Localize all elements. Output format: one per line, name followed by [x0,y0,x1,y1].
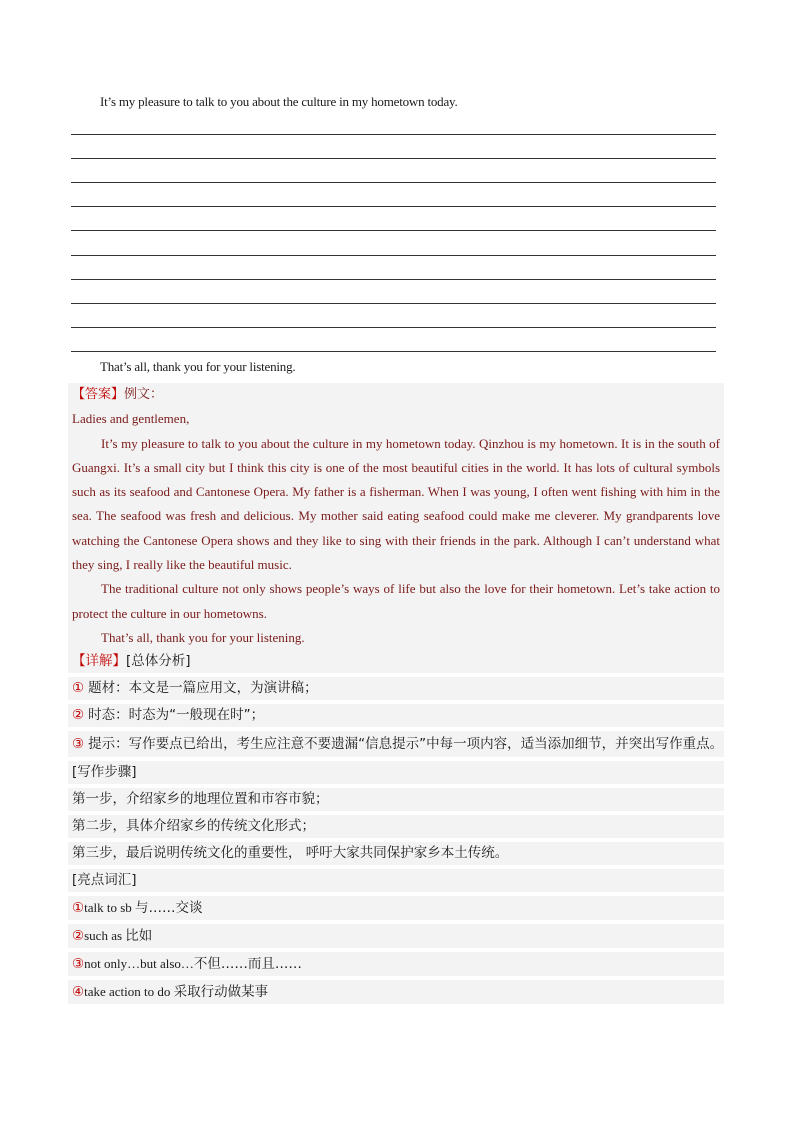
vocab-chinese: 比如 [125,928,153,944]
closing-sentence: That’s all, thank you for your listening. [100,359,296,374]
writing-steps-label: [写作步骤] [68,761,724,784]
point-number: ② [72,707,85,723]
writing-line[interactable] [71,134,716,135]
writing-line[interactable] [71,279,716,280]
vocab-english: not only…but also… [84,956,194,971]
point-number: ③ [72,736,85,752]
answer-bracket-label: 【答案】 [72,387,125,402]
analysis-point [68,731,724,757]
vocab-item [68,924,724,948]
vocab-number: ① [72,900,85,916]
point-text: 题材：本文是一篇应用文，为演讲稿； [88,680,318,696]
writing-line[interactable] [71,182,716,183]
vocab-label: [亮点词汇] [68,869,724,892]
vocab-english: take action to do [84,984,174,999]
point-number: ① [72,680,85,696]
salutation: Ladies and gentlemen, [72,411,190,427]
vocab-chinese: 不但……而且…… [193,956,302,972]
analysis-point [68,677,724,700]
point-text: 时态：时态为“一般现在时”； [88,707,265,723]
opening-sentence: It’s my pleasure to talk to you about the culture in my hometown today. [100,94,458,109]
writing-line[interactable] [71,255,716,256]
analysis-section [68,650,724,1008]
answer-label-row [68,383,724,407]
writing-line[interactable] [71,303,716,304]
answer-paragraph-1: It’s my pleasure to talk to you about the culture in my hometown today. Qinzhou is my hometown. It is in the south of Guangxi. It’s a small city but I think this city is one of the most beautiful cities in the world. It has lots of cultural symbols such as its seafood and Cantonese Opera. My father is a fisherman. When I was young, I often went fishing with him in the sea. The seafood was fresh and delicious. My mother said eating seafood could make me cleverer. My grandparents love watching the Cantonese Opera shows and they like to sing with their friends in the park. Although I can’t understand what they sing, I really like the beautiful music. [72,435,720,573]
vocab-english: talk to sb [84,900,136,915]
writing-step: 第二步，具体介绍家乡的传统文化形式； [68,815,724,838]
analysis-point [68,704,724,727]
analysis-bracket-label: 【详解】 [72,653,126,669]
vocab-item [68,896,724,920]
analysis-label-row [68,650,724,673]
answer-closing: That’s all, thank you for your listening. [101,629,305,645]
answer-section [68,383,724,650]
point-text: 提示：写作要点已给出，考生应注意不要遗漏“信息提示”中每一项内容，适当添加细节，并突出写作重点。 [88,736,724,752]
writing-step: 第三步，最后说明传统文化的重要性， 呼吁大家共同保护家乡本土传统。 [68,842,724,865]
writing-line[interactable] [71,158,716,159]
writing-line[interactable] [71,206,716,207]
vocab-chinese: 采取行动做某事 [173,984,269,1000]
vocab-item [68,952,724,976]
vocab-chinese: 与……交谈 [135,900,203,916]
vocab-item [68,980,724,1004]
writing-line[interactable] [71,230,716,231]
vocab-number: ④ [72,984,85,1000]
writing-line[interactable] [71,351,716,352]
overall-analysis-label: [总体分析] [126,653,191,669]
vocab-number: ③ [72,956,85,972]
answer-label-suffix: 例文： [124,387,164,402]
writing-line[interactable] [71,327,716,328]
writing-step: 第一步，介绍家乡的地理位置和市容市貌； [68,788,724,811]
vocab-number: ② [72,928,85,944]
vocab-english: such as [84,928,126,943]
answer-paragraph-2: The traditional culture not only shows people’s ways of life but also the love for their hometown. Let’s take action to protect the culture in our hometowns. [72,581,720,621]
